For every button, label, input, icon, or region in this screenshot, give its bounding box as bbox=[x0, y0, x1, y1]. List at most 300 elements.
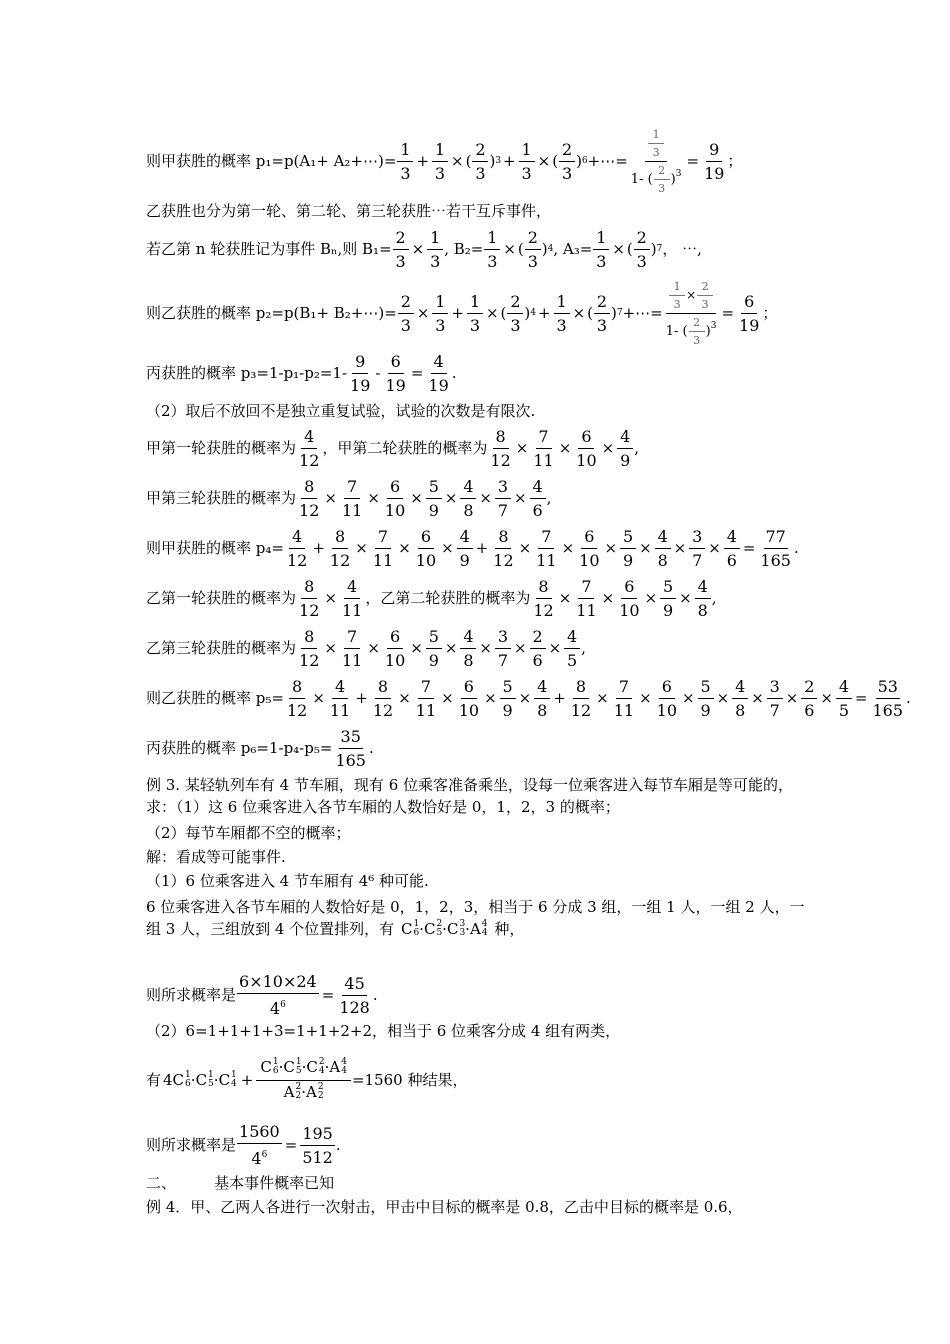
math-token: × bbox=[355, 539, 368, 557]
math-token: × bbox=[367, 639, 380, 657]
math-token: 3 bbox=[434, 163, 446, 183]
math-token: × bbox=[682, 689, 695, 707]
math-token: 4 bbox=[231, 1079, 237, 1089]
math-token: C bbox=[195, 1071, 208, 1089]
math-token bbox=[318, 1083, 324, 1101]
math-token: , B₂= bbox=[444, 240, 484, 258]
math-token: 3 bbox=[521, 163, 532, 183]
math-token: A bbox=[283, 1082, 295, 1101]
fraction bbox=[297, 627, 321, 670]
math-token: 2 bbox=[697, 280, 713, 296]
math-token: 6 bbox=[413, 928, 420, 938]
fraction bbox=[655, 677, 679, 720]
math-token: 1 bbox=[519, 140, 535, 162]
math-token: 10 bbox=[579, 550, 600, 570]
math-token: 6×10×24 bbox=[237, 972, 319, 994]
fraction bbox=[871, 677, 906, 720]
math-token: ，乙第二轮获胜的概率为 bbox=[365, 589, 531, 607]
fraction bbox=[340, 477, 364, 520]
fraction bbox=[383, 352, 407, 395]
math-token: + bbox=[416, 152, 430, 170]
math-token: 3 bbox=[556, 315, 567, 335]
math-token: 35 bbox=[339, 727, 363, 749]
math-token: 6 bbox=[659, 677, 675, 699]
math-token: 2 bbox=[654, 164, 670, 180]
math-token: 11 bbox=[536, 550, 557, 570]
line-part2 bbox=[146, 400, 810, 422]
math-token: 1 bbox=[413, 919, 420, 929]
math-token: （1）6 位乘客进入 4 节车厢有 4⁶ 种可能. bbox=[146, 872, 429, 890]
math-token: 解：看成等可能事件. bbox=[146, 848, 286, 866]
fraction bbox=[554, 292, 570, 335]
math-token: 6 bbox=[461, 677, 477, 699]
fraction bbox=[574, 427, 598, 470]
math-token: = bbox=[284, 1136, 298, 1154]
math-token: 3 bbox=[475, 163, 486, 183]
math-token: 12 bbox=[533, 600, 554, 620]
math-token: 8 bbox=[289, 677, 305, 699]
math-token: 7 bbox=[538, 527, 554, 549]
math-token: 4 bbox=[617, 427, 633, 449]
line-p4 bbox=[146, 524, 810, 572]
math-token: 1 bbox=[295, 1057, 302, 1067]
math-token: （2）取后不放回不是独立重复试验，试验的次数是有限次. bbox=[146, 402, 536, 420]
math-token: 4 bbox=[431, 352, 447, 374]
math-token: 12 bbox=[299, 500, 320, 520]
math-token bbox=[666, 280, 716, 314]
math-token: × bbox=[513, 489, 527, 507]
fraction bbox=[426, 477, 442, 520]
fraction bbox=[297, 477, 321, 520]
fraction bbox=[460, 627, 476, 670]
line-a-rounds12 bbox=[146, 424, 810, 472]
math-token: 6 bbox=[418, 527, 434, 549]
math-token: 53 bbox=[876, 677, 900, 699]
math-token: 3 bbox=[636, 251, 647, 271]
math-token: 7 bbox=[344, 627, 360, 649]
math-token: 512 bbox=[302, 1147, 333, 1167]
math-token: + bbox=[355, 689, 368, 707]
math-token: 1 bbox=[554, 292, 570, 314]
math-token: 1 bbox=[467, 292, 483, 314]
math-token: 若乙第 n 轮获胜记为事件 Bₙ,则 B₁= bbox=[146, 240, 392, 258]
math-token: 则乙获胜的概率 p₂=p(B₁+ B₂+⋯)= bbox=[146, 304, 397, 322]
fraction bbox=[328, 527, 352, 570]
fraction bbox=[398, 292, 414, 335]
math-token bbox=[256, 1058, 351, 1081]
math-token: × bbox=[444, 639, 458, 657]
fraction bbox=[534, 677, 550, 720]
math-token: 1 bbox=[669, 280, 685, 296]
math-token: 11 bbox=[329, 700, 351, 720]
math-token: 4 bbox=[655, 527, 671, 549]
math-token: 4 bbox=[457, 527, 473, 549]
math-token: A bbox=[329, 1057, 341, 1076]
math-token: ， ⋯, bbox=[662, 240, 702, 258]
fraction bbox=[577, 527, 601, 570]
math-token: +⋯= bbox=[587, 152, 628, 170]
fraction bbox=[457, 677, 481, 720]
fraction bbox=[530, 477, 546, 520]
math-token: 2 bbox=[507, 292, 523, 314]
math-token: 8 bbox=[697, 600, 708, 620]
math-token: × bbox=[708, 539, 721, 557]
fraction bbox=[371, 677, 395, 720]
math-token: C bbox=[283, 1057, 295, 1076]
math-token: 7 bbox=[769, 700, 780, 720]
math-token: 8 bbox=[301, 477, 317, 499]
math-token: , bbox=[711, 589, 717, 607]
math-token: 7 bbox=[497, 650, 509, 670]
math-token: 3 bbox=[693, 333, 701, 347]
math-token: 2 bbox=[295, 1082, 302, 1092]
math-token: 19 bbox=[704, 163, 725, 183]
fraction bbox=[237, 972, 319, 1018]
count-part2 bbox=[146, 1050, 810, 1110]
math-token: $4^6$ bbox=[251, 1149, 268, 1168]
solution-grouping bbox=[146, 896, 810, 940]
math-token: 6 bbox=[621, 577, 637, 599]
math-token: 2 bbox=[318, 1057, 325, 1067]
math-token: + bbox=[538, 304, 551, 322]
math-token: 2 bbox=[530, 627, 546, 649]
math-token: 2 bbox=[436, 919, 443, 929]
math-token: 5 bbox=[698, 677, 714, 699]
fraction bbox=[634, 228, 650, 271]
fraction bbox=[488, 427, 512, 470]
math-token: , A₃= bbox=[553, 240, 593, 258]
math-token: 6 位乘客进入各节车厢的人数恰好是 0，1，2，3，相当于 6 分成 3 组，一组 1 人，一组 2 人，一组 3 人，三组放到 4 个位置排列，有 bbox=[146, 898, 805, 938]
math-token: 12 bbox=[493, 550, 514, 570]
math-token: 1 bbox=[272, 1057, 279, 1067]
math-token: ； bbox=[727, 152, 743, 170]
math-token: 4 bbox=[695, 577, 711, 599]
math-token: 12 bbox=[329, 550, 351, 570]
math-token: 5 bbox=[660, 577, 676, 599]
fraction bbox=[414, 527, 438, 570]
math-token: 8 bbox=[301, 577, 317, 599]
math-token: 4 bbox=[481, 928, 488, 938]
math-token: × bbox=[518, 689, 532, 707]
math-token: 77 bbox=[764, 527, 788, 549]
math-token: 12 bbox=[299, 450, 320, 470]
math-token: × bbox=[503, 240, 516, 258]
math-token bbox=[163, 1069, 237, 1091]
math-token: 165 bbox=[760, 550, 791, 570]
fraction bbox=[648, 128, 664, 159]
math-token: 3 bbox=[400, 163, 411, 183]
math-token: × bbox=[716, 689, 730, 707]
math-token: 10 bbox=[619, 600, 640, 620]
math-token: × bbox=[820, 689, 833, 707]
math-token: × bbox=[485, 304, 499, 322]
math-token: = bbox=[321, 986, 335, 1004]
math-token: 12 bbox=[286, 700, 308, 720]
fraction bbox=[732, 677, 748, 720]
math-token: × bbox=[572, 304, 586, 322]
math-token: 5 bbox=[838, 700, 850, 720]
math-token: × bbox=[441, 689, 454, 707]
math-token: 4 bbox=[564, 627, 580, 649]
math-token: 5 bbox=[295, 1066, 302, 1076]
math-token: 4 bbox=[732, 677, 748, 699]
fraction bbox=[507, 292, 523, 335]
math-token: × bbox=[537, 152, 551, 170]
math-token: × bbox=[601, 589, 615, 607]
math-token: 3 bbox=[596, 251, 607, 271]
math-token: . bbox=[335, 1136, 341, 1154]
math-token: 3 bbox=[596, 315, 608, 335]
math-token: 1 bbox=[484, 228, 500, 250]
math-token: 8 bbox=[536, 577, 552, 599]
math-token: 3 bbox=[652, 145, 660, 159]
math-token bbox=[260, 1058, 347, 1077]
fraction bbox=[340, 577, 364, 620]
math-token: 3 bbox=[673, 297, 681, 311]
math-token: C bbox=[446, 920, 459, 938]
math-token: + bbox=[475, 539, 489, 557]
fraction bbox=[371, 527, 395, 570]
math-token: 6 bbox=[532, 650, 543, 670]
fraction bbox=[297, 427, 321, 470]
math-token: × bbox=[410, 489, 423, 507]
math-token: 10 bbox=[415, 550, 437, 570]
math-token: 3 bbox=[487, 251, 498, 271]
math-token: × bbox=[312, 689, 325, 707]
math-token: （2）每节车厢都不空的概率； bbox=[146, 824, 351, 842]
math-token: 12 bbox=[286, 550, 308, 570]
math-token: 3 bbox=[767, 677, 783, 699]
fraction bbox=[432, 140, 448, 183]
fraction bbox=[237, 1122, 282, 1168]
math-token: 19 bbox=[350, 375, 371, 395]
math-token: 8 bbox=[463, 650, 474, 670]
fraction bbox=[467, 292, 483, 335]
math-token: 6 bbox=[387, 627, 403, 649]
math-token: × bbox=[479, 639, 492, 657]
math-token: , bbox=[546, 489, 552, 507]
probability-part2 bbox=[146, 1120, 810, 1170]
math-token: C bbox=[260, 1057, 272, 1076]
math-token: 3 bbox=[459, 919, 466, 929]
math-token: 3 bbox=[527, 251, 538, 271]
math-token: 1- bbox=[630, 171, 648, 187]
combination-expression bbox=[401, 918, 488, 940]
math-token: 1 bbox=[397, 140, 413, 162]
math-token: 11 bbox=[341, 650, 363, 670]
math-token: 7 bbox=[616, 677, 632, 699]
math-token: 9 bbox=[706, 140, 722, 162]
math-token: 9 bbox=[700, 700, 711, 720]
math-token: 11 bbox=[576, 600, 597, 620]
math-token: 10 bbox=[384, 500, 406, 520]
fraction bbox=[836, 677, 852, 720]
math-token: 4 bbox=[251, 1149, 262, 1168]
math-token: 2 bbox=[801, 677, 817, 699]
math-token: · bbox=[301, 1057, 307, 1076]
math-token: × bbox=[411, 240, 425, 258]
math-token: 12 bbox=[299, 650, 320, 670]
math-token: + bbox=[503, 152, 516, 170]
math-token: 8 bbox=[735, 700, 746, 720]
math-token: 4 bbox=[534, 677, 550, 699]
math-token: × bbox=[673, 539, 687, 557]
math-token: 4 bbox=[481, 919, 488, 929]
math-token: 乙第三轮获胜的概率为 bbox=[146, 639, 297, 657]
math-token: 5 bbox=[436, 928, 443, 938]
math-token: + bbox=[451, 304, 464, 322]
math-token: × bbox=[548, 639, 562, 657]
math-token: 19 bbox=[428, 375, 449, 395]
math-token: 1 bbox=[208, 1070, 214, 1080]
math-token: 4 bbox=[724, 527, 740, 549]
math-token: · bbox=[190, 1071, 196, 1089]
fraction bbox=[457, 527, 473, 570]
math-token: 1560 bbox=[237, 1122, 282, 1144]
math-token: × bbox=[561, 539, 575, 557]
math-token: 2 bbox=[393, 228, 409, 250]
math-token: 9 bbox=[502, 700, 513, 720]
fraction bbox=[297, 577, 321, 620]
math-token: 二、 基本事件概率已知 bbox=[146, 1174, 335, 1192]
math-token: 11 bbox=[372, 550, 394, 570]
fraction bbox=[574, 577, 598, 620]
math-token: · bbox=[465, 920, 470, 938]
solution-header bbox=[146, 846, 810, 868]
math-token: 7 bbox=[418, 677, 434, 699]
fraction bbox=[724, 527, 740, 570]
fraction bbox=[689, 316, 705, 347]
math-token: 4 bbox=[341, 1057, 347, 1067]
math-token: 3 bbox=[430, 251, 441, 271]
fraction bbox=[426, 627, 442, 670]
math-token: 9 bbox=[459, 550, 470, 570]
math-token: 4 bbox=[460, 477, 476, 499]
math-token: 则所求概率是 bbox=[146, 1136, 237, 1154]
math-token: 3 bbox=[495, 627, 511, 649]
math-token: × bbox=[785, 689, 799, 707]
math-token: 4 bbox=[332, 677, 348, 699]
math-token: 10 bbox=[458, 700, 480, 720]
math-token: × bbox=[751, 689, 764, 707]
math-token: 12 bbox=[372, 700, 394, 720]
fraction bbox=[414, 677, 438, 720]
math-token: 2 bbox=[689, 316, 705, 332]
math-token: C bbox=[423, 920, 436, 938]
math-token: + bbox=[553, 689, 566, 707]
line-a-round3 bbox=[146, 474, 810, 522]
math-token: 则甲获胜的概率 p₄= bbox=[146, 539, 284, 557]
fraction bbox=[337, 974, 372, 1017]
math-token: · bbox=[442, 920, 447, 938]
math-token: 7 bbox=[497, 500, 509, 520]
fraction bbox=[531, 577, 555, 620]
math-token: 8 bbox=[493, 427, 509, 449]
math-token: 45 bbox=[342, 974, 366, 996]
probability-part1 bbox=[146, 970, 810, 1020]
math-token: 7 bbox=[375, 527, 391, 549]
math-token: 10 bbox=[576, 450, 597, 470]
math-token: 8 bbox=[463, 500, 474, 520]
math-token: 2 bbox=[472, 140, 488, 162]
fraction bbox=[697, 280, 713, 311]
fraction bbox=[654, 164, 670, 195]
fraction bbox=[612, 677, 636, 720]
line-p3 bbox=[146, 350, 810, 396]
math-token: 9 bbox=[352, 352, 368, 374]
math-token: 4 bbox=[289, 527, 305, 549]
math-token: × bbox=[639, 539, 652, 557]
math-token: 1 bbox=[185, 1070, 191, 1080]
math-token: × bbox=[604, 539, 618, 557]
math-token: × bbox=[686, 287, 697, 302]
math-token: × bbox=[410, 639, 423, 657]
math-token bbox=[482, 920, 488, 938]
math-token: = bbox=[742, 539, 756, 557]
math-token: 195 bbox=[300, 1124, 335, 1146]
math-token: 3 bbox=[510, 315, 521, 335]
math-token: 1 bbox=[432, 292, 448, 314]
math-token: 1- ( $\frac{2}{3}$ )$^3$ bbox=[630, 163, 682, 195]
fraction bbox=[531, 427, 555, 470]
math-token: × bbox=[441, 539, 454, 557]
math-token bbox=[341, 1058, 347, 1076]
fraction bbox=[495, 477, 511, 520]
fraction bbox=[767, 677, 783, 720]
math-token: 5 bbox=[567, 650, 578, 670]
math-token: . bbox=[793, 539, 799, 557]
math-token: 2 bbox=[525, 228, 541, 250]
math-token: C bbox=[218, 1071, 231, 1089]
math-token: = bbox=[721, 304, 735, 322]
math-token: 甲第三轮获胜的概率为 bbox=[146, 489, 297, 507]
math-token: 3 bbox=[435, 315, 446, 335]
fraction bbox=[617, 577, 641, 620]
math-token: 11 bbox=[415, 700, 437, 720]
fraction bbox=[383, 627, 407, 670]
math-token: 2 bbox=[398, 292, 414, 314]
math-token: 丙获胜的概率 p₃=1-p₁-p₂=1- bbox=[146, 364, 348, 382]
math-token: 7 bbox=[536, 427, 552, 449]
fraction bbox=[300, 1124, 335, 1167]
math-token: . bbox=[906, 689, 911, 707]
math-token: . bbox=[451, 364, 457, 382]
math-token: 6 bbox=[804, 700, 815, 720]
math-token: 1 bbox=[593, 228, 609, 250]
math-token: $4^6$ bbox=[269, 999, 286, 1018]
math-token: 8 bbox=[375, 677, 391, 699]
math-token: 乙第一轮获胜的概率为 bbox=[146, 589, 297, 607]
math-token: 例 3. 某轻轨列车有 4 节车厢，现有 6 位乘客准备乘坐，设每一位乘客进入每节车厢是等可能的，求：（1）这 6 位乘客进入各节车厢的人数恰好是 0，1，2，3 的概率； bbox=[146, 776, 794, 816]
fraction bbox=[620, 527, 636, 570]
math-token: 例 4．甲、乙两人各进行一次射击，甲击中目标的概率是 0.8，乙击中目标的概率是 0.6， bbox=[146, 1198, 743, 1216]
solution-part2 bbox=[146, 1020, 810, 1042]
math-token: = bbox=[854, 689, 868, 707]
math-token: 4 bbox=[460, 627, 476, 649]
math-token: 8 bbox=[657, 550, 668, 570]
math-token: 9 bbox=[620, 450, 631, 470]
math-token: × bbox=[596, 689, 609, 707]
math-token: 12 bbox=[570, 700, 592, 720]
math-token: 10 bbox=[656, 700, 678, 720]
math-token: . bbox=[372, 986, 378, 1004]
math-token: +⋯= bbox=[622, 304, 663, 322]
math-token: 165 bbox=[872, 700, 904, 720]
math-token: A bbox=[306, 1082, 317, 1101]
math-token: × bbox=[444, 489, 458, 507]
math-token: · bbox=[324, 1057, 330, 1076]
math-token: 3 bbox=[701, 297, 709, 311]
